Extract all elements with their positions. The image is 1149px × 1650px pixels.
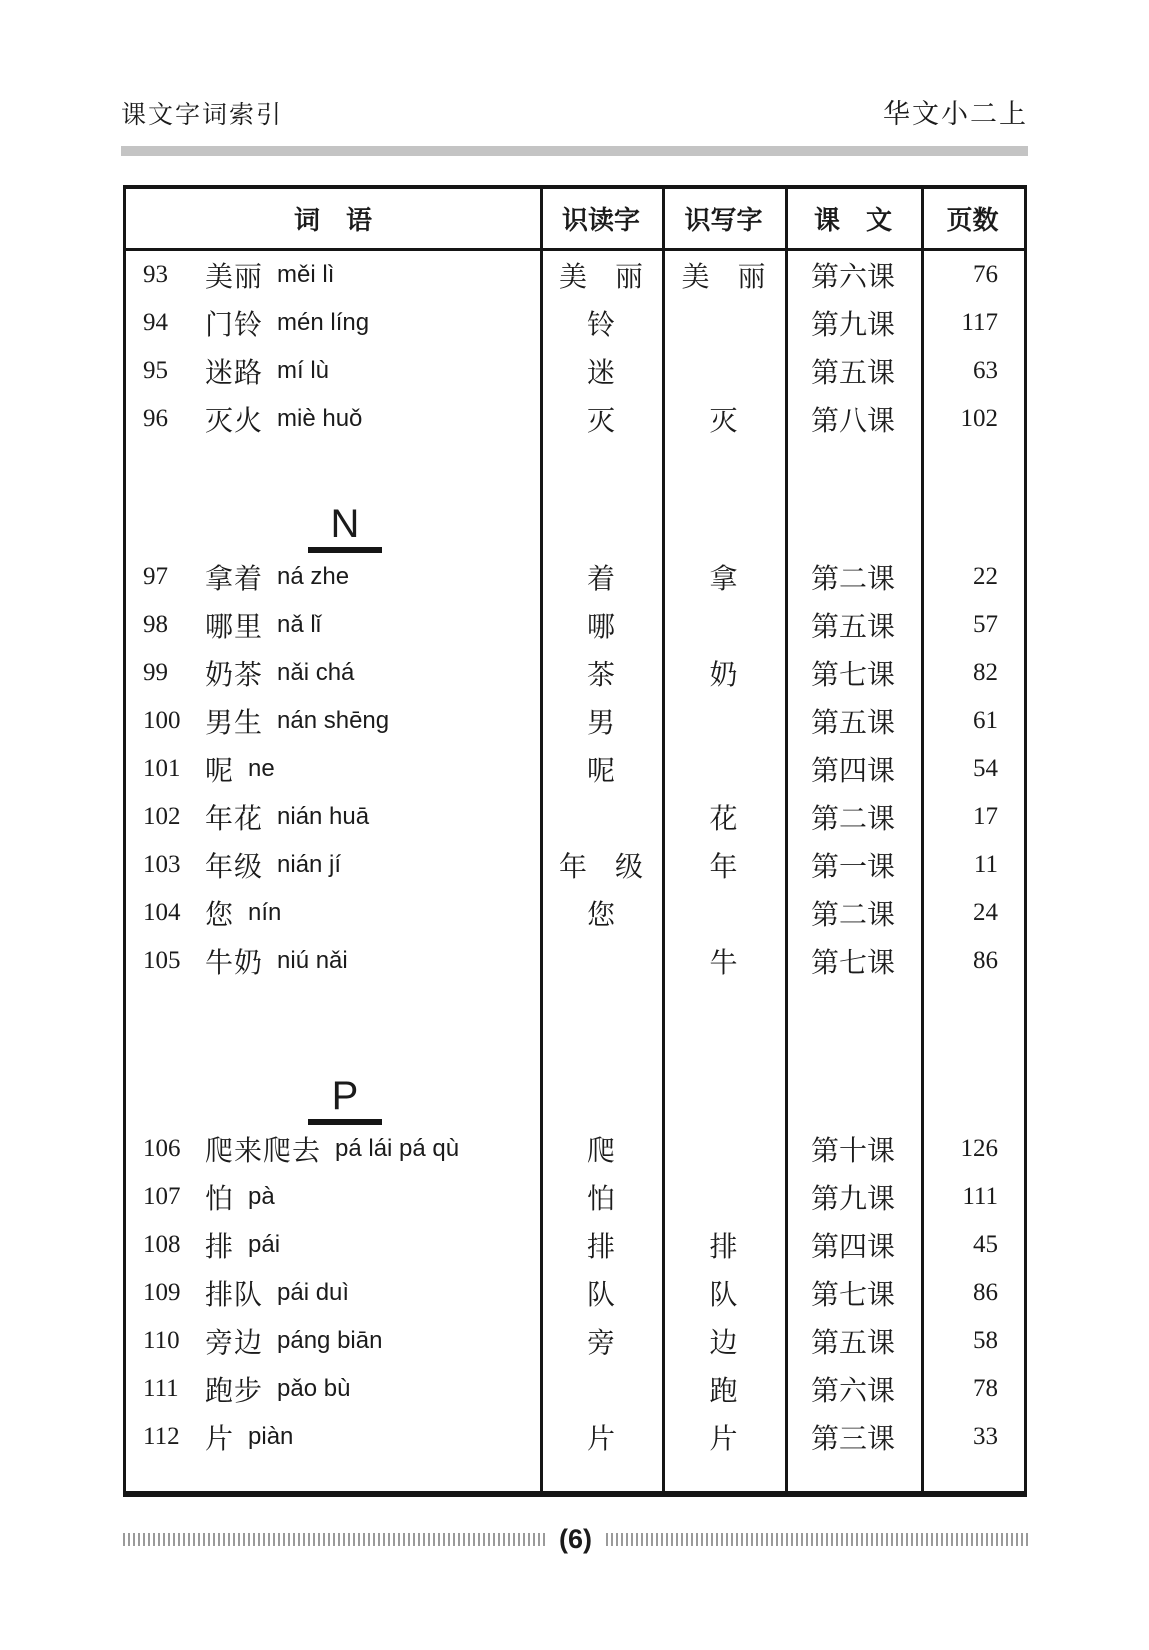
page-cell: 22 xyxy=(973,563,998,590)
entry-word: 排队 xyxy=(205,1280,264,1311)
word-cell xyxy=(126,399,540,439)
word-cell xyxy=(126,701,540,741)
word-cell xyxy=(126,1321,540,1361)
column-divider xyxy=(662,189,665,1491)
section-row xyxy=(126,985,1024,1125)
table-row xyxy=(126,251,1024,299)
table-row xyxy=(126,1413,1024,1461)
write-char-cell: 牛 xyxy=(709,948,738,979)
lesson-cell: 第九课 xyxy=(810,1184,895,1215)
header-cell-lesson: 课 文 xyxy=(813,205,892,235)
table-row xyxy=(126,649,1024,697)
page-number: (6) xyxy=(559,1524,592,1554)
table-row xyxy=(126,793,1024,841)
word-cell xyxy=(126,797,540,837)
header-cell-word: 词 语 xyxy=(293,205,372,235)
table-row xyxy=(126,553,1024,601)
entry-number: 105 xyxy=(143,947,181,974)
page-cell: 17 xyxy=(973,803,998,830)
footer xyxy=(123,1524,1028,1555)
entry-word: 片 xyxy=(205,1424,235,1455)
word-cell xyxy=(126,749,540,789)
entry-word: 灭火 xyxy=(205,406,264,437)
read-char-cell: 队 xyxy=(586,1280,615,1311)
section-underline xyxy=(308,1119,382,1125)
column-divider xyxy=(921,189,924,1491)
entry-word: 牛奶 xyxy=(205,948,264,979)
word-cell xyxy=(126,255,540,295)
section-letter: N xyxy=(330,502,360,546)
entry-number: 112 xyxy=(143,1423,180,1450)
read-char-cell: 男 xyxy=(586,708,615,739)
entry-pinyin: nán shēng xyxy=(277,707,390,734)
entry-word: 呢 xyxy=(205,756,235,787)
entry-word: 哪里 xyxy=(205,612,264,643)
page-cell: 11 xyxy=(973,851,998,878)
entry-word: 美丽 xyxy=(205,262,264,293)
table-row xyxy=(126,841,1024,889)
table-row xyxy=(126,347,1024,395)
entry-number: 110 xyxy=(143,1327,180,1354)
entry-pinyin: nǎi chá xyxy=(277,659,355,686)
entry-number: 93 xyxy=(143,261,168,288)
table-header-row xyxy=(126,189,1024,251)
table-row xyxy=(126,395,1024,443)
table-row xyxy=(126,1125,1024,1173)
write-char-cell: 奶 xyxy=(709,660,738,691)
page-cell: 57 xyxy=(973,611,998,638)
entry-number: 108 xyxy=(143,1231,181,1258)
word-cell xyxy=(126,1417,540,1457)
write-char-cell: 跑 xyxy=(709,1376,738,1407)
entry-number: 104 xyxy=(143,899,181,926)
table-row xyxy=(126,1173,1024,1221)
entry-word: 年花 xyxy=(205,804,264,835)
entry-number: 97 xyxy=(143,563,168,590)
column-divider xyxy=(540,189,543,1491)
entry-number: 106 xyxy=(143,1135,181,1162)
read-char-cell: 爬 xyxy=(586,1136,615,1167)
write-char-cell: 排 xyxy=(709,1232,738,1263)
entry-number: 100 xyxy=(143,707,181,734)
table-row xyxy=(126,697,1024,745)
word-cell xyxy=(126,1129,540,1169)
table-row xyxy=(126,1317,1024,1365)
write-char-cell: 灭 xyxy=(709,406,738,437)
table-body xyxy=(126,251,1024,1461)
entry-number: 94 xyxy=(143,309,168,336)
entry-pinyin: pá lái pá qù xyxy=(335,1135,460,1162)
section-row xyxy=(126,443,1024,553)
read-char-cell: 怕 xyxy=(586,1184,615,1215)
running-header xyxy=(121,92,1028,131)
section-underline xyxy=(308,547,382,553)
entry-pinyin: niú nǎi xyxy=(277,947,348,974)
header-cell-page: 页数 xyxy=(946,205,999,235)
write-char-cell: 拿 xyxy=(709,564,738,595)
entry-pinyin: miè huǒ xyxy=(277,405,363,432)
entry-number: 101 xyxy=(143,755,181,782)
header-cell-read-char: 识读字 xyxy=(561,205,640,235)
table-row xyxy=(126,601,1024,649)
entry-pinyin: pà xyxy=(248,1183,275,1210)
word-cell xyxy=(126,845,540,885)
section-letter: P xyxy=(331,1074,359,1118)
entry-pinyin: měi lì xyxy=(277,261,335,288)
page-cell: 58 xyxy=(973,1327,998,1354)
entry-word: 拿着 xyxy=(205,564,264,595)
table-row xyxy=(126,1365,1024,1413)
read-char-cell: 年 级 xyxy=(558,852,643,883)
entry-pinyin: pǎo bù xyxy=(277,1375,351,1402)
word-cell xyxy=(126,653,540,693)
page-cell: 126 xyxy=(960,1135,998,1162)
footer-rule-right xyxy=(606,1533,1028,1546)
table-row xyxy=(126,1269,1024,1317)
lesson-cell: 第五课 xyxy=(810,708,895,739)
page-cell: 33 xyxy=(973,1423,998,1450)
lesson-cell: 第五课 xyxy=(810,612,895,643)
page-cell: 86 xyxy=(973,1279,998,1306)
entry-word: 怕 xyxy=(205,1184,235,1215)
read-char-cell: 旁 xyxy=(586,1328,615,1359)
write-char-cell: 队 xyxy=(709,1280,738,1311)
table-row xyxy=(126,889,1024,937)
lesson-cell: 第二课 xyxy=(810,804,895,835)
write-char-cell: 年 xyxy=(709,852,738,883)
lesson-cell: 第十课 xyxy=(810,1136,895,1167)
section-heading xyxy=(308,1076,382,1125)
lesson-cell: 第七课 xyxy=(810,1280,895,1311)
column-divider xyxy=(785,189,788,1491)
word-cell xyxy=(126,303,540,343)
word-cell xyxy=(126,351,540,391)
read-char-cell: 迷 xyxy=(586,358,615,389)
lesson-cell: 第六课 xyxy=(810,1376,895,1407)
page-cell: 78 xyxy=(973,1375,998,1402)
read-char-cell: 美 丽 xyxy=(558,262,643,293)
entry-pinyin: pái xyxy=(248,1231,281,1258)
lesson-cell: 第二课 xyxy=(810,900,895,931)
page-cell: 102 xyxy=(960,405,998,432)
header-cell-write-char: 识写字 xyxy=(684,205,763,235)
word-cell xyxy=(126,893,540,933)
word-cell xyxy=(126,1369,540,1409)
entry-pinyin: mén líng xyxy=(277,309,370,336)
entry-number: 107 xyxy=(143,1183,181,1210)
write-char-cell: 片 xyxy=(709,1424,738,1455)
footer-rule-left xyxy=(123,1533,545,1546)
table-row xyxy=(126,937,1024,985)
lesson-cell: 第八课 xyxy=(810,406,895,437)
entry-word: 年级 xyxy=(205,852,264,883)
word-cell xyxy=(126,1177,540,1217)
page-cell: 76 xyxy=(973,261,998,288)
word-cell xyxy=(126,1273,540,1313)
lesson-cell: 第七课 xyxy=(810,948,895,979)
entry-pinyin: nián jí xyxy=(277,851,342,878)
table-row xyxy=(126,299,1024,347)
entry-number: 111 xyxy=(143,1375,179,1402)
page-cell: 86 xyxy=(973,947,998,974)
read-char-cell: 铃 xyxy=(586,310,615,341)
entry-word: 迷路 xyxy=(205,358,264,389)
entry-number: 96 xyxy=(143,405,168,432)
entry-word: 奶茶 xyxy=(205,660,264,691)
entry-word: 爬来爬去 xyxy=(205,1136,322,1167)
entry-pinyin: mí lù xyxy=(277,357,330,384)
lesson-cell: 第二课 xyxy=(810,564,895,595)
word-cell xyxy=(126,557,540,597)
entry-pinyin: piàn xyxy=(248,1423,294,1450)
page-cell: 63 xyxy=(973,357,998,384)
header-rule xyxy=(121,146,1028,156)
entry-word: 门铃 xyxy=(205,310,264,341)
entry-word: 排 xyxy=(205,1232,235,1263)
section-heading xyxy=(308,504,382,553)
entry-number: 109 xyxy=(143,1279,181,1306)
table-row xyxy=(126,1221,1024,1269)
page-cell: 54 xyxy=(973,755,998,782)
entry-pinyin: pái duì xyxy=(277,1279,350,1306)
entry-number: 98 xyxy=(143,611,168,638)
lesson-cell: 第九课 xyxy=(810,310,895,341)
entry-word: 您 xyxy=(205,900,235,931)
entry-pinyin: nián huā xyxy=(277,803,370,830)
read-char-cell: 片 xyxy=(586,1424,615,1455)
entry-word: 旁边 xyxy=(205,1328,264,1359)
read-char-cell: 排 xyxy=(586,1232,615,1263)
read-char-cell: 着 xyxy=(586,564,615,595)
word-cell xyxy=(126,605,540,645)
page-cell: 117 xyxy=(961,309,998,336)
word-index-table xyxy=(123,185,1027,1497)
table-row xyxy=(126,745,1024,793)
word-cell xyxy=(126,1225,540,1265)
lesson-cell: 第四课 xyxy=(810,756,895,787)
page-cell: 45 xyxy=(973,1231,998,1258)
entry-number: 103 xyxy=(143,851,181,878)
lesson-cell: 第三课 xyxy=(810,1424,895,1455)
write-char-cell: 美 丽 xyxy=(681,262,766,293)
lesson-cell: 第六课 xyxy=(810,262,895,293)
entry-number: 102 xyxy=(143,803,181,830)
entry-number: 99 xyxy=(143,659,168,686)
entry-word: 男生 xyxy=(205,708,264,739)
entry-pinyin: páng biān xyxy=(277,1327,383,1354)
word-cell xyxy=(126,941,540,981)
page-title: 课文字词索引 xyxy=(121,101,284,129)
entry-pinyin: nǎ lǐ xyxy=(277,611,322,638)
page-cell: 24 xyxy=(973,899,998,926)
lesson-cell: 第七课 xyxy=(810,660,895,691)
entry-number: 95 xyxy=(143,357,168,384)
page-cell: 82 xyxy=(973,659,998,686)
lesson-cell: 第一课 xyxy=(810,852,895,883)
read-char-cell: 灭 xyxy=(586,406,615,437)
read-char-cell: 您 xyxy=(586,900,615,931)
read-char-cell: 呢 xyxy=(586,756,615,787)
lesson-cell: 第五课 xyxy=(810,1328,895,1359)
page-cell: 111 xyxy=(962,1183,998,1210)
page-cell: 61 xyxy=(973,707,998,734)
write-char-cell: 花 xyxy=(709,804,738,835)
entry-pinyin: ná zhe xyxy=(277,563,350,590)
read-char-cell: 茶 xyxy=(586,660,615,691)
read-char-cell: 哪 xyxy=(586,612,615,643)
lesson-cell: 第五课 xyxy=(810,358,895,389)
entry-pinyin: nín xyxy=(248,899,282,926)
entry-pinyin: ne xyxy=(248,755,275,782)
book-title: 华文小二上 xyxy=(883,99,1028,129)
write-char-cell: 边 xyxy=(709,1328,738,1359)
lesson-cell: 第四课 xyxy=(810,1232,895,1263)
entry-word: 跑步 xyxy=(205,1376,264,1407)
